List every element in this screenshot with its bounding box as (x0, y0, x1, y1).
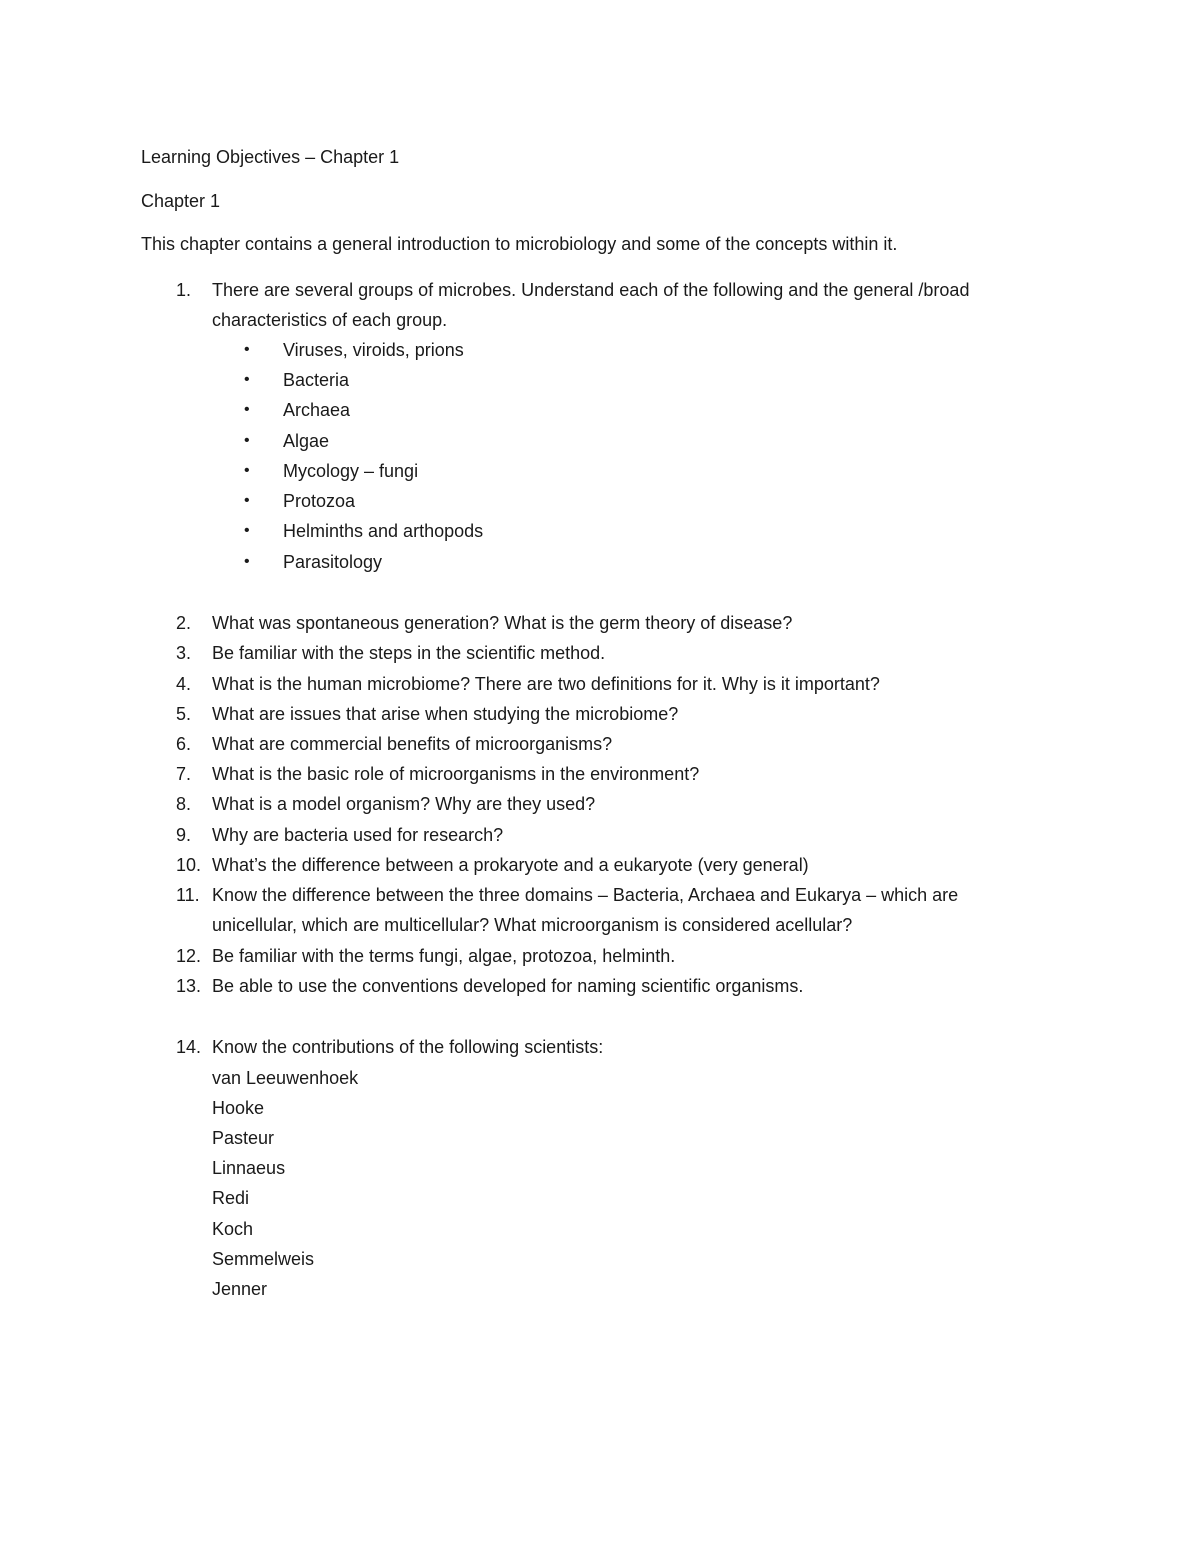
bullet-item: Mycology – fungi (283, 461, 419, 481)
item-number: 12. (176, 946, 202, 966)
bullet-item: Helminths and arthopods (283, 521, 484, 541)
item-number: 8. (176, 794, 192, 814)
bullet-item: Archaea (283, 400, 351, 420)
item-text: Be able to use the conventions developed for naming scientific organisms. (212, 976, 804, 996)
bullet-icon: • (244, 401, 250, 418)
item-text: What are commercial benefits of microorganisms? (212, 734, 613, 754)
bullet-icon: • (244, 371, 250, 388)
scientist-name: Semmelweis (212, 1249, 315, 1269)
item-number: 1. (176, 280, 192, 300)
item-text-continuation: unicellular, which are multicellular? What microorganism is considered acellular? (212, 915, 853, 935)
item-text: There are several groups of microbes. Understand each of the following and the general /broad (212, 280, 970, 300)
scientist-name: Hooke (212, 1098, 265, 1118)
item-number: 14. (176, 1037, 202, 1057)
item-number: 10. (176, 855, 202, 875)
item-number: 4. (176, 674, 192, 694)
item-number: 5. (176, 704, 192, 724)
intro-paragraph: This chapter contains a general introduction to microbiology and some of the concepts within it. (141, 234, 898, 254)
item-number: 3. (176, 643, 192, 663)
scientist-name: Linnaeus (212, 1158, 286, 1178)
bullet-item: Bacteria (283, 370, 350, 390)
bullet-icon: • (244, 492, 250, 509)
bullet-item: Parasitology (283, 552, 383, 572)
bullet-item: Viruses, viroids, prions (283, 340, 464, 360)
item-text: Know the contributions of the following scientists: (212, 1037, 604, 1057)
scientist-name: Redi (212, 1188, 250, 1208)
bullet-item: Protozoa (283, 491, 356, 511)
chapter-heading: Chapter 1 (141, 191, 221, 211)
item-text: What is a model organism? Why are they used? (212, 794, 596, 814)
item-text: What are issues that arise when studying the microbiome? (212, 704, 679, 724)
item-text: What was spontaneous generation? What is the germ theory of disease? (212, 613, 793, 633)
item-text: Be familiar with the steps in the scientific method. (212, 643, 606, 663)
item-text: Why are bacteria used for research? (212, 825, 504, 845)
item-text: What is the basic role of microorganisms in the environment? (212, 764, 700, 784)
item-text: What’s the difference between a prokaryote and a eukaryote (very general) (212, 855, 809, 875)
bullet-icon: • (244, 341, 250, 358)
scientist-name: Jenner (212, 1279, 268, 1299)
scientist-name: Pasteur (212, 1128, 275, 1148)
bullet-icon: • (244, 522, 250, 539)
document-title: Learning Objectives – Chapter 1 (141, 147, 400, 167)
item-number: 13. (176, 976, 202, 996)
bullet-icon: • (244, 462, 250, 479)
bullet-icon: • (244, 553, 250, 570)
bullet-icon: • (244, 432, 250, 449)
item-text: Know the difference between the three domains – Bacteria, Archaea and Eukarya – which are (212, 885, 959, 905)
scientist-name: van Leeuwenhoek (212, 1068, 359, 1088)
item-number: 9. (176, 825, 192, 845)
item-text: What is the human microbiome? There are two definitions for it. Why is it important? (212, 674, 880, 694)
item-number: 2. (176, 613, 192, 633)
bullet-item: Algae (283, 431, 330, 451)
item-number: 11. (176, 885, 200, 905)
item-text-continuation: characteristics of each group. (212, 310, 448, 330)
item-number: 6. (176, 734, 192, 754)
scientist-name: Koch (212, 1219, 254, 1239)
item-number: 7. (176, 764, 192, 784)
item-text: Be familiar with the terms fungi, algae, protozoa, helminth. (212, 946, 676, 966)
